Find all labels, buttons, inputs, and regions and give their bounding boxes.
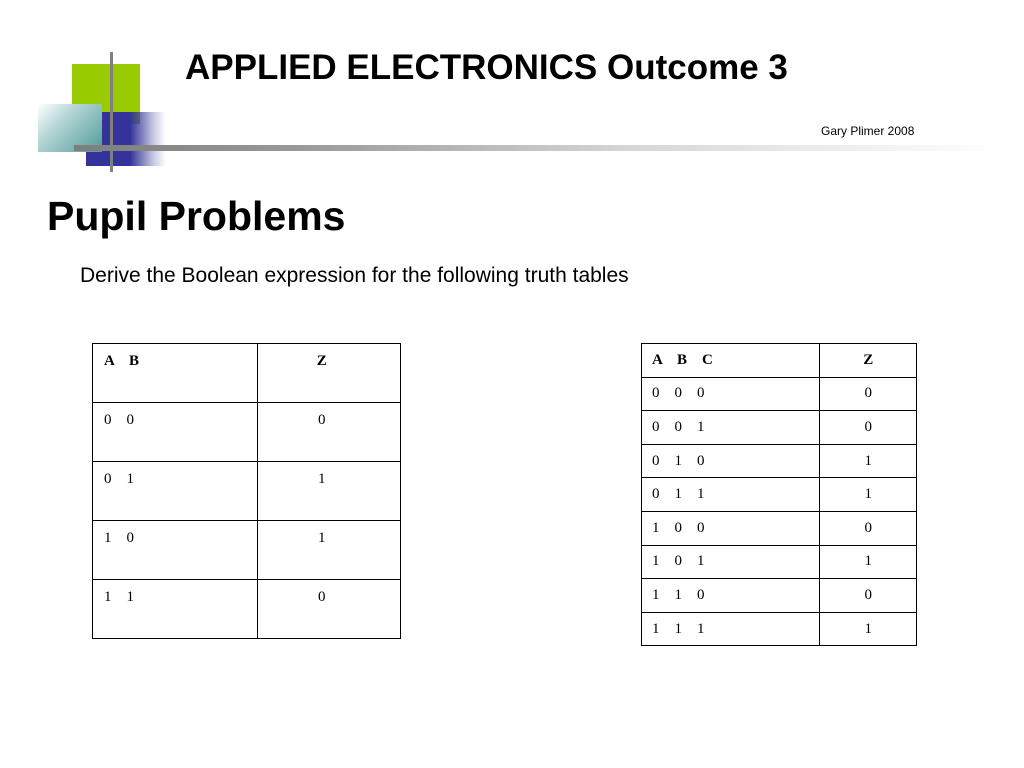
author-credit: Gary Plimer 2008 — [821, 124, 915, 138]
row-output: 1 — [820, 545, 917, 579]
decor-horizontal-rule — [74, 145, 1000, 151]
row-inputs: 0 1 1 — [642, 478, 820, 512]
table-row — [93, 462, 401, 521]
row-output: 0 — [820, 411, 917, 445]
row-inputs: 0 0 — [93, 403, 258, 462]
row-inputs: 1 0 1 — [642, 545, 820, 579]
table-row — [642, 579, 917, 613]
header-inputs: A B — [93, 344, 258, 403]
table-row — [642, 612, 917, 646]
table-row — [642, 511, 917, 545]
row-inputs: 1 0 — [93, 521, 258, 580]
row-output: 1 — [257, 462, 401, 521]
instruction-text: Derive the Boolean expression for the following truth tables — [80, 264, 629, 287]
row-output: 1 — [820, 612, 917, 646]
row-output: 1 — [820, 444, 917, 478]
row-inputs: 1 1 1 — [642, 612, 820, 646]
row-output: 0 — [257, 580, 401, 639]
table-row — [93, 521, 401, 580]
row-output: 0 — [820, 511, 917, 545]
truth-table-two-input — [92, 343, 401, 639]
header-output: Z — [820, 344, 917, 378]
row-output: 0 — [257, 403, 401, 462]
row-inputs: 0 0 0 — [642, 377, 820, 411]
row-inputs: 0 1 — [93, 462, 258, 521]
header-inputs: A B C — [642, 344, 820, 378]
row-output: 0 — [820, 377, 917, 411]
table-row — [642, 444, 917, 478]
slide-title: APPLIED ELECTRONICS Outcome 3 — [185, 48, 788, 87]
table-header-row — [93, 344, 401, 403]
table-row — [93, 403, 401, 462]
table-row — [642, 478, 917, 512]
table-row — [642, 377, 917, 411]
table-row — [93, 580, 401, 639]
row-output: 0 — [820, 579, 917, 613]
row-inputs: 1 1 — [93, 580, 258, 639]
row-output: 1 — [257, 521, 401, 580]
row-inputs: 1 0 0 — [642, 511, 820, 545]
truth-table-three-input — [641, 343, 917, 646]
table-row — [642, 411, 917, 445]
header-output: Z — [257, 344, 401, 403]
decor-vertical-rule — [110, 52, 113, 172]
row-inputs: 0 1 0 — [642, 444, 820, 478]
row-inputs: 0 0 1 — [642, 411, 820, 445]
section-heading: Pupil Problems — [47, 193, 346, 239]
row-output: 1 — [820, 478, 917, 512]
row-inputs: 1 1 0 — [642, 579, 820, 613]
table-row — [642, 545, 917, 579]
table-header-row — [642, 344, 917, 378]
